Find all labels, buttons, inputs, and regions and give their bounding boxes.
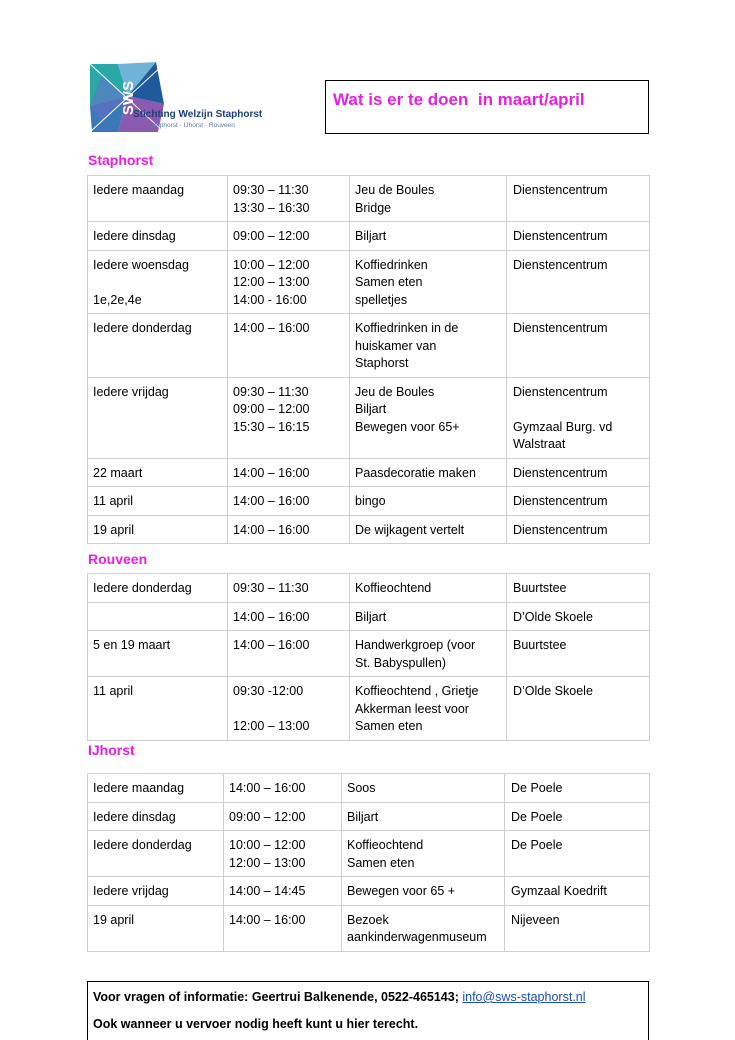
page-title: Wat is er te doen in maart/april — [333, 90, 585, 109]
activity-cell — [342, 774, 505, 803]
time-cell — [228, 602, 350, 631]
logo-abbr: SWS — [120, 80, 137, 116]
activity-cell — [350, 602, 507, 631]
cell-line: Dienstencentrum — [513, 522, 608, 537]
time-cell — [228, 515, 350, 544]
time-cell — [224, 831, 342, 877]
table-row — [88, 802, 650, 831]
cell-line: 5 en 19 maart — [93, 638, 171, 652]
cell-line: Koffieochtend — [355, 581, 432, 595]
time-cell — [224, 905, 342, 951]
cell-line: 09:30 – 11:30 — [233, 183, 309, 197]
cell-line — [93, 274, 223, 292]
cell-line: Biljart — [355, 402, 387, 416]
time-cell — [228, 458, 350, 487]
day-cell — [88, 877, 224, 906]
cell-line: Koffiedrinken in de — [355, 321, 459, 335]
location-cell — [507, 314, 650, 378]
cell-line: 09:30 -12:00 — [233, 684, 304, 698]
table-row — [88, 176, 650, 222]
cell-line: Iedere donderdag — [93, 321, 192, 335]
activity-cell — [350, 458, 507, 487]
location-cell — [507, 250, 650, 314]
table-row — [88, 250, 650, 314]
cell-line: 14:00 – 16:00 — [233, 494, 310, 508]
cell-line: 09:00 – 12:00 — [229, 809, 306, 824]
cell-line: Akkerman leest voor — [355, 701, 469, 716]
cell-line: 09:30 – 11:30 — [233, 384, 309, 399]
cell-line: 12:00 – 13:00 — [233, 275, 310, 289]
contact-line — [93, 989, 648, 1005]
activity-cell — [342, 802, 505, 831]
location-cell — [507, 574, 650, 603]
time-cell — [228, 222, 350, 251]
cell-line: Iedere dinsdag — [93, 229, 176, 243]
location-cell — [507, 377, 650, 458]
cell-line: Jeu de Boules — [355, 183, 435, 197]
day-cell — [88, 314, 228, 378]
table-row — [88, 487, 650, 516]
table-row — [88, 574, 650, 603]
day-cell — [88, 515, 228, 544]
day-cell — [88, 602, 228, 631]
day-cell — [88, 250, 228, 314]
contact-text: Voor vragen of informatie: Geertrui Balkenende, 0522-465143; — [93, 990, 463, 1004]
location-cell — [507, 515, 650, 544]
cell-line: huiskamer van — [355, 338, 437, 353]
cell-line: Dienstencentrum — [513, 229, 608, 243]
activity-cell — [350, 222, 507, 251]
table-row — [88, 631, 650, 677]
cell-line: Dienstencentrum — [513, 321, 608, 335]
location-cell — [507, 222, 650, 251]
logo-subtitle: Staphorst · IJhorst · Rouveen — [150, 122, 235, 129]
contact-email-link[interactable]: info@sws-staphorst.nl — [462, 990, 586, 1004]
cell-line: Bridge — [355, 200, 392, 215]
cell-line: Dienstencentrum — [513, 257, 608, 272]
time-cell — [228, 377, 350, 458]
activity-cell — [342, 877, 505, 906]
cell-line: 14:00 – 16:00 — [233, 609, 310, 624]
section-title-rouveen: Rouveen — [88, 551, 148, 567]
cell-line: Iedere donderdag — [93, 581, 192, 595]
activity-cell — [342, 905, 505, 951]
cell-line: 14:00 – 14:45 — [229, 884, 306, 898]
table-row — [88, 677, 650, 741]
transport-note: Ook wanneer u vervoer nodig heeft kunt u hier terecht. — [93, 1017, 419, 1031]
table-row — [88, 602, 650, 631]
location-cell — [507, 602, 650, 631]
cell-line: 09:30 – 11:30 — [233, 581, 309, 595]
location-cell — [505, 877, 650, 906]
location-cell — [507, 677, 650, 741]
cell-line: 14:00 – 16:00 — [233, 465, 310, 480]
cell-line: Walstraat — [513, 437, 566, 451]
cell-line: Buurtstee — [513, 581, 567, 595]
cell-line: St. Babyspullen) — [355, 655, 447, 670]
table-row — [88, 314, 650, 378]
cell-line: 12:00 – 13:00 — [229, 855, 306, 870]
contact-box — [87, 981, 649, 1040]
day-cell — [88, 574, 228, 603]
section-title-ijhorst: IJhorst — [88, 742, 135, 758]
time-cell — [224, 877, 342, 906]
time-cell — [228, 574, 350, 603]
cell-line: bingo — [355, 494, 386, 508]
cell-line: Iedere maandag — [93, 781, 185, 795]
table-row — [88, 774, 650, 803]
activity-cell — [350, 377, 507, 458]
cell-line: Bewegen voor 65 + — [347, 884, 456, 898]
day-cell — [88, 487, 228, 516]
activity-cell — [350, 574, 507, 603]
cell-line: 14:00 - 16:00 — [233, 292, 307, 307]
schedule-table-rouveen — [87, 573, 650, 741]
table-row — [88, 458, 650, 487]
cell-line: Koffieochtend — [347, 838, 424, 852]
cell-line: Iedere vrijdag — [93, 384, 169, 399]
activity-cell — [350, 487, 507, 516]
cell-line: De Poele — [511, 781, 563, 795]
day-cell — [88, 905, 224, 951]
day-cell — [88, 677, 228, 741]
day-cell — [88, 802, 224, 831]
cell-line: Gymzaal Burg. vd — [513, 419, 613, 434]
cell-line: 19 april — [93, 522, 134, 537]
activity-cell — [350, 314, 507, 378]
cell-line: 14:00 – 16:00 — [233, 321, 310, 335]
cell-line: Iedere maandag — [93, 183, 185, 197]
location-cell — [505, 905, 650, 951]
location-cell — [507, 487, 650, 516]
cell-line: Bezoek — [347, 912, 389, 927]
cell-line: Biljart — [347, 809, 379, 824]
cell-line — [513, 401, 645, 419]
location-cell — [507, 176, 650, 222]
location-cell — [505, 802, 650, 831]
cell-line: Samen eten — [347, 855, 415, 870]
cell-line: Koffiedrinken — [355, 257, 428, 272]
time-cell — [228, 250, 350, 314]
location-cell — [505, 774, 650, 803]
cell-line: Dienstencentrum — [513, 465, 608, 480]
table-row — [88, 905, 650, 951]
time-cell — [228, 176, 350, 222]
table-row — [88, 377, 650, 458]
cell-line: Staphorst — [355, 356, 409, 370]
cell-line: 09:00 – 12:00 — [233, 402, 310, 416]
cell-line: Paasdecoratie maken — [355, 465, 476, 480]
activity-cell — [342, 831, 505, 877]
time-cell — [228, 487, 350, 516]
cell-line: Dienstencentrum — [513, 494, 608, 508]
cell-line: De wijkagent vertelt — [355, 522, 465, 537]
cell-line: Koffieochtend , Grietje — [355, 684, 479, 698]
cell-line: 10:00 – 12:00 — [229, 838, 306, 852]
cell-line: Iedere woensdag — [93, 257, 189, 272]
section-title-staphorst: Staphorst — [88, 152, 154, 168]
cell-line: 11 april — [93, 494, 134, 508]
day-cell — [88, 631, 228, 677]
cell-line — [93, 609, 223, 627]
cell-line: Nijeveen — [511, 912, 560, 927]
time-cell — [228, 631, 350, 677]
title-box — [325, 80, 649, 134]
cell-line: Biljart — [355, 229, 387, 243]
cell-line: Samen eten — [355, 719, 423, 733]
cell-line: 11 april — [93, 684, 134, 698]
time-cell — [224, 802, 342, 831]
cell-line: Dienstencentrum — [513, 183, 608, 197]
cell-line: Biljart — [355, 609, 387, 624]
cell-line: 14:00 – 16:00 — [233, 522, 310, 537]
cell-line: Iedere donderdag — [93, 838, 192, 852]
table-row — [88, 831, 650, 877]
schedule-table-ijhorst — [87, 773, 650, 952]
cell-line: 14:00 – 16:00 — [233, 638, 310, 652]
activity-cell — [350, 515, 507, 544]
cell-line — [233, 701, 345, 719]
cell-line: 14:00 – 16:00 — [229, 912, 306, 927]
location-cell — [507, 458, 650, 487]
cell-line: 12:00 – 13:00 — [233, 719, 310, 733]
cell-line: Jeu de Boules — [355, 384, 435, 399]
location-cell — [505, 831, 650, 877]
day-cell — [88, 831, 224, 877]
cell-line: De Poele — [511, 838, 563, 852]
day-cell — [88, 774, 224, 803]
logo-name: Stichting Welzijn Staphorst — [133, 109, 263, 120]
cell-line: Samen eten — [355, 275, 423, 289]
cell-line: Handwerkgroep (voor — [355, 638, 476, 652]
cell-line: Iedere vrijdag — [93, 884, 169, 898]
activity-cell — [350, 631, 507, 677]
activity-cell — [350, 250, 507, 314]
table-row — [88, 515, 650, 544]
cell-line: 09:00 – 12:00 — [233, 229, 310, 243]
activity-cell — [350, 677, 507, 741]
day-cell — [88, 377, 228, 458]
cell-line: Soos — [347, 781, 376, 795]
cell-line: 10:00 – 12:00 — [233, 257, 310, 272]
cell-line: 1e,2e,4e — [93, 292, 142, 307]
cell-line: Iedere dinsdag — [93, 809, 176, 824]
cell-line: spelletjes — [355, 292, 408, 307]
activity-cell — [350, 176, 507, 222]
cell-line: 15:30 – 16:15 — [233, 419, 310, 434]
time-cell — [224, 774, 342, 803]
cell-line: aankinderwagenmuseum — [347, 930, 487, 944]
day-cell — [88, 458, 228, 487]
cell-line: 13:30 – 16:30 — [233, 200, 310, 215]
cell-line: D’Olde Skoele — [513, 609, 593, 624]
day-cell — [88, 176, 228, 222]
table-row — [88, 222, 650, 251]
cell-line: Bewegen voor 65+ — [355, 419, 460, 434]
cell-line: Buurtstee — [513, 638, 567, 652]
time-cell — [228, 314, 350, 378]
day-cell — [88, 222, 228, 251]
cell-line: De Poele — [511, 809, 563, 824]
cell-line: 22 maart — [93, 465, 143, 480]
cell-line: 19 april — [93, 912, 134, 927]
schedule-table-staphorst — [87, 175, 650, 544]
table-row — [88, 877, 650, 906]
cell-line: 14:00 – 16:00 — [229, 781, 306, 795]
time-cell — [228, 677, 350, 741]
cell-line: D’Olde Skoele — [513, 684, 593, 698]
cell-line: Gymzaal Koedrift — [511, 884, 607, 898]
cell-line: Dienstencentrum — [513, 384, 608, 399]
location-cell — [507, 631, 650, 677]
